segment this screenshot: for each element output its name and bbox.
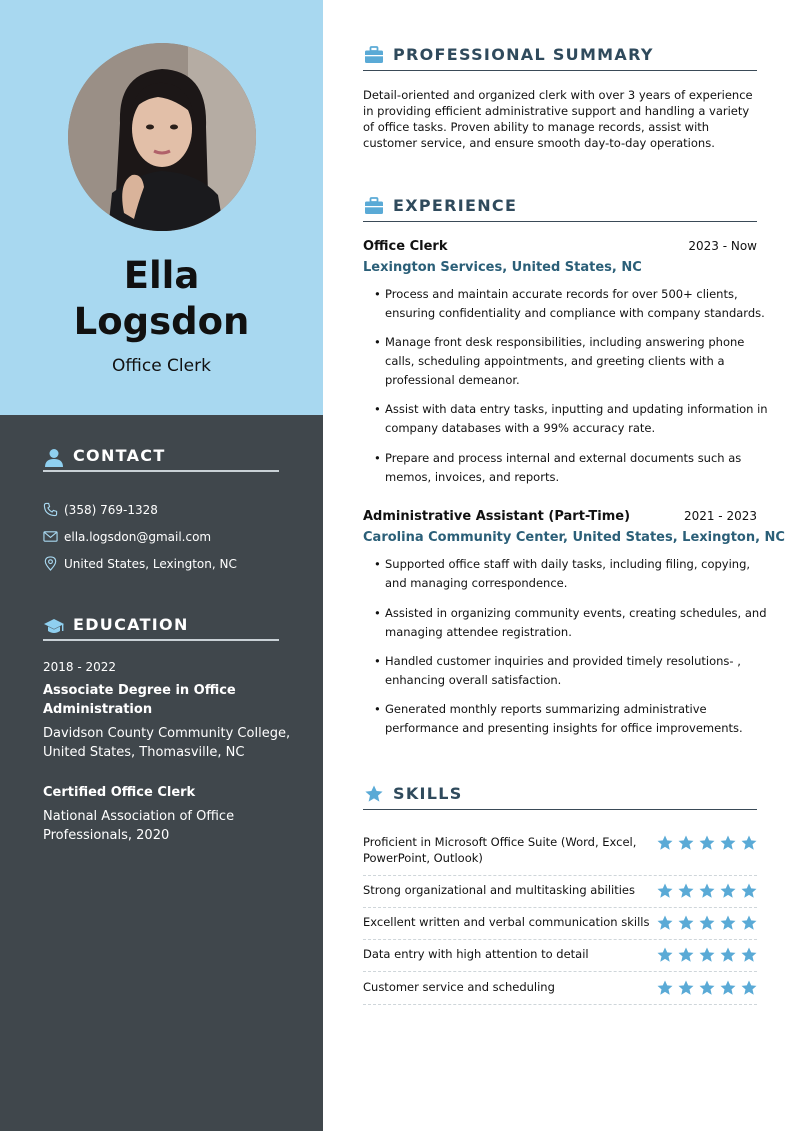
job-company: Lexington Services, United States, NC <box>363 260 642 275</box>
star-icon <box>720 980 736 996</box>
job-title: Office Clerk <box>363 239 448 254</box>
skill-rating <box>657 947 757 963</box>
summary-heading <box>363 44 757 71</box>
star-icon <box>657 883 673 899</box>
location-text: United States, Lexington, NC <box>64 557 237 571</box>
star-icon <box>678 915 694 931</box>
job-role: Office Clerk <box>112 356 211 376</box>
phone-text: (358) 769-1328 <box>64 503 158 517</box>
star-icon <box>678 883 694 899</box>
profile-photo <box>68 43 256 231</box>
job-dates: 2023 - Now <box>688 239 757 253</box>
skill-rating <box>657 915 757 931</box>
certification-issuer-line1: National Association of Office <box>43 809 235 824</box>
job-bullet: • Manage front desk responsibilities, including answering phone calls, scheduling appointments, and greeting clients with a professional demeanor. <box>374 333 768 390</box>
skill-rating <box>657 980 757 996</box>
education-school-line2: United States, Thomasville, NC <box>43 745 245 760</box>
job-bullet: • Assisted in organizing community events, creating schedules, and managing attendee registration. <box>374 604 768 642</box>
email-icon <box>43 529 58 544</box>
contact-heading-text: CONTACT <box>73 446 166 465</box>
profile-header <box>0 0 323 415</box>
star-icon <box>741 980 757 996</box>
job-dates: 2021 - 2023 <box>683 509 757 523</box>
skill-row <box>363 834 757 876</box>
certification-title: Certified Office Clerk <box>43 785 196 800</box>
summary-text: Detail-oriented and organized clerk with over 3 years of experience in providing efficient administrative support and handling a variety of office tasks. Proven ability to manage records, assist with customer service, and ensure smooth day-to-day operations. <box>363 88 753 150</box>
email-text: ella.logsdon@gmail.com <box>64 530 212 544</box>
certification-issuer-line2: Professionals, 2020 <box>43 828 170 843</box>
star-icon <box>741 915 757 931</box>
user-icon <box>43 447 65 469</box>
education-school-line1: Davidson County Community College, <box>43 726 291 741</box>
star-icon <box>699 835 715 851</box>
graduation-cap-icon <box>43 616 65 638</box>
last-name: Logsdon <box>73 300 250 343</box>
job-bullet: • Supported office staff with daily tasks, including filing, copying, and managing correspondence. <box>374 555 768 593</box>
star-icon <box>699 915 715 931</box>
sidebar <box>0 0 323 1131</box>
job-bullet: • Generated monthly reports summarizing administrative performance and presenting insights for office improvements. <box>374 700 768 738</box>
job-bullet: • Handled customer inquiries and provided timely resolutions- , enhancing overall satisfaction. <box>374 652 768 690</box>
first-name: Ella <box>123 254 200 297</box>
phone-icon <box>43 502 58 517</box>
star-icon <box>720 915 736 931</box>
briefcase-icon <box>364 197 384 215</box>
job-bullet: • Process and maintain accurate records for over 500+ clients, ensuring confidentiality and compliance with company standards. <box>374 285 768 323</box>
experience-heading <box>363 195 757 222</box>
job-bullet: • Prepare and process internal and external documents such as memos, invoices, and reports. <box>374 449 768 487</box>
skill-row <box>363 946 757 972</box>
skill-name: Excellent written and verbal communication skills <box>363 915 650 929</box>
star-icon <box>699 980 715 996</box>
star-icon <box>364 785 384 803</box>
skill-name: Strong organizational and multitasking abilities <box>363 883 635 897</box>
skill-name: Data entry with high attention to detail <box>363 947 589 961</box>
star-icon <box>678 947 694 963</box>
star-icon <box>657 835 673 851</box>
star-icon <box>678 980 694 996</box>
skill-rating <box>657 883 757 899</box>
contact-heading <box>43 446 279 472</box>
star-icon <box>741 947 757 963</box>
star-icon <box>699 947 715 963</box>
star-icon <box>741 835 757 851</box>
star-icon <box>657 947 673 963</box>
skills-heading <box>363 783 757 810</box>
job-bullet: • Assist with data entry tasks, inputting and updating information in company databases with a 99% accuracy rate. <box>374 400 768 438</box>
star-icon <box>657 915 673 931</box>
star-icon <box>741 883 757 899</box>
skill-name: Proficient in Microsoft Office Suite (Word, Excel, PowerPoint, Outlook) <box>363 835 637 865</box>
location-pin-icon <box>43 556 58 571</box>
education-dates: 2018 - 2022 <box>43 660 117 674</box>
star-icon <box>720 947 736 963</box>
skill-name: Customer service and scheduling <box>363 980 555 994</box>
skill-row <box>363 914 757 940</box>
education-degree-line2: Administration <box>43 702 153 717</box>
star-icon <box>678 835 694 851</box>
skill-rating <box>657 835 757 851</box>
job-company: Carolina Community Center, United States, Lexington, NC <box>363 530 785 545</box>
briefcase-icon <box>364 46 384 64</box>
summary-heading-text: PROFESSIONAL SUMMARY <box>393 45 654 64</box>
star-icon <box>699 883 715 899</box>
education-heading-text: EDUCATION <box>73 615 189 634</box>
skill-row <box>363 979 757 1005</box>
skill-row <box>363 882 757 908</box>
experience-heading-text: EXPERIENCE <box>393 196 518 215</box>
star-icon <box>720 835 736 851</box>
education-degree-line1: Associate Degree in Office <box>43 683 236 698</box>
skills-heading-text: SKILLS <box>393 784 463 803</box>
star-icon <box>657 980 673 996</box>
job-title: Administrative Assistant (Part-Time) <box>363 509 631 524</box>
education-heading <box>43 615 279 641</box>
star-icon <box>720 883 736 899</box>
